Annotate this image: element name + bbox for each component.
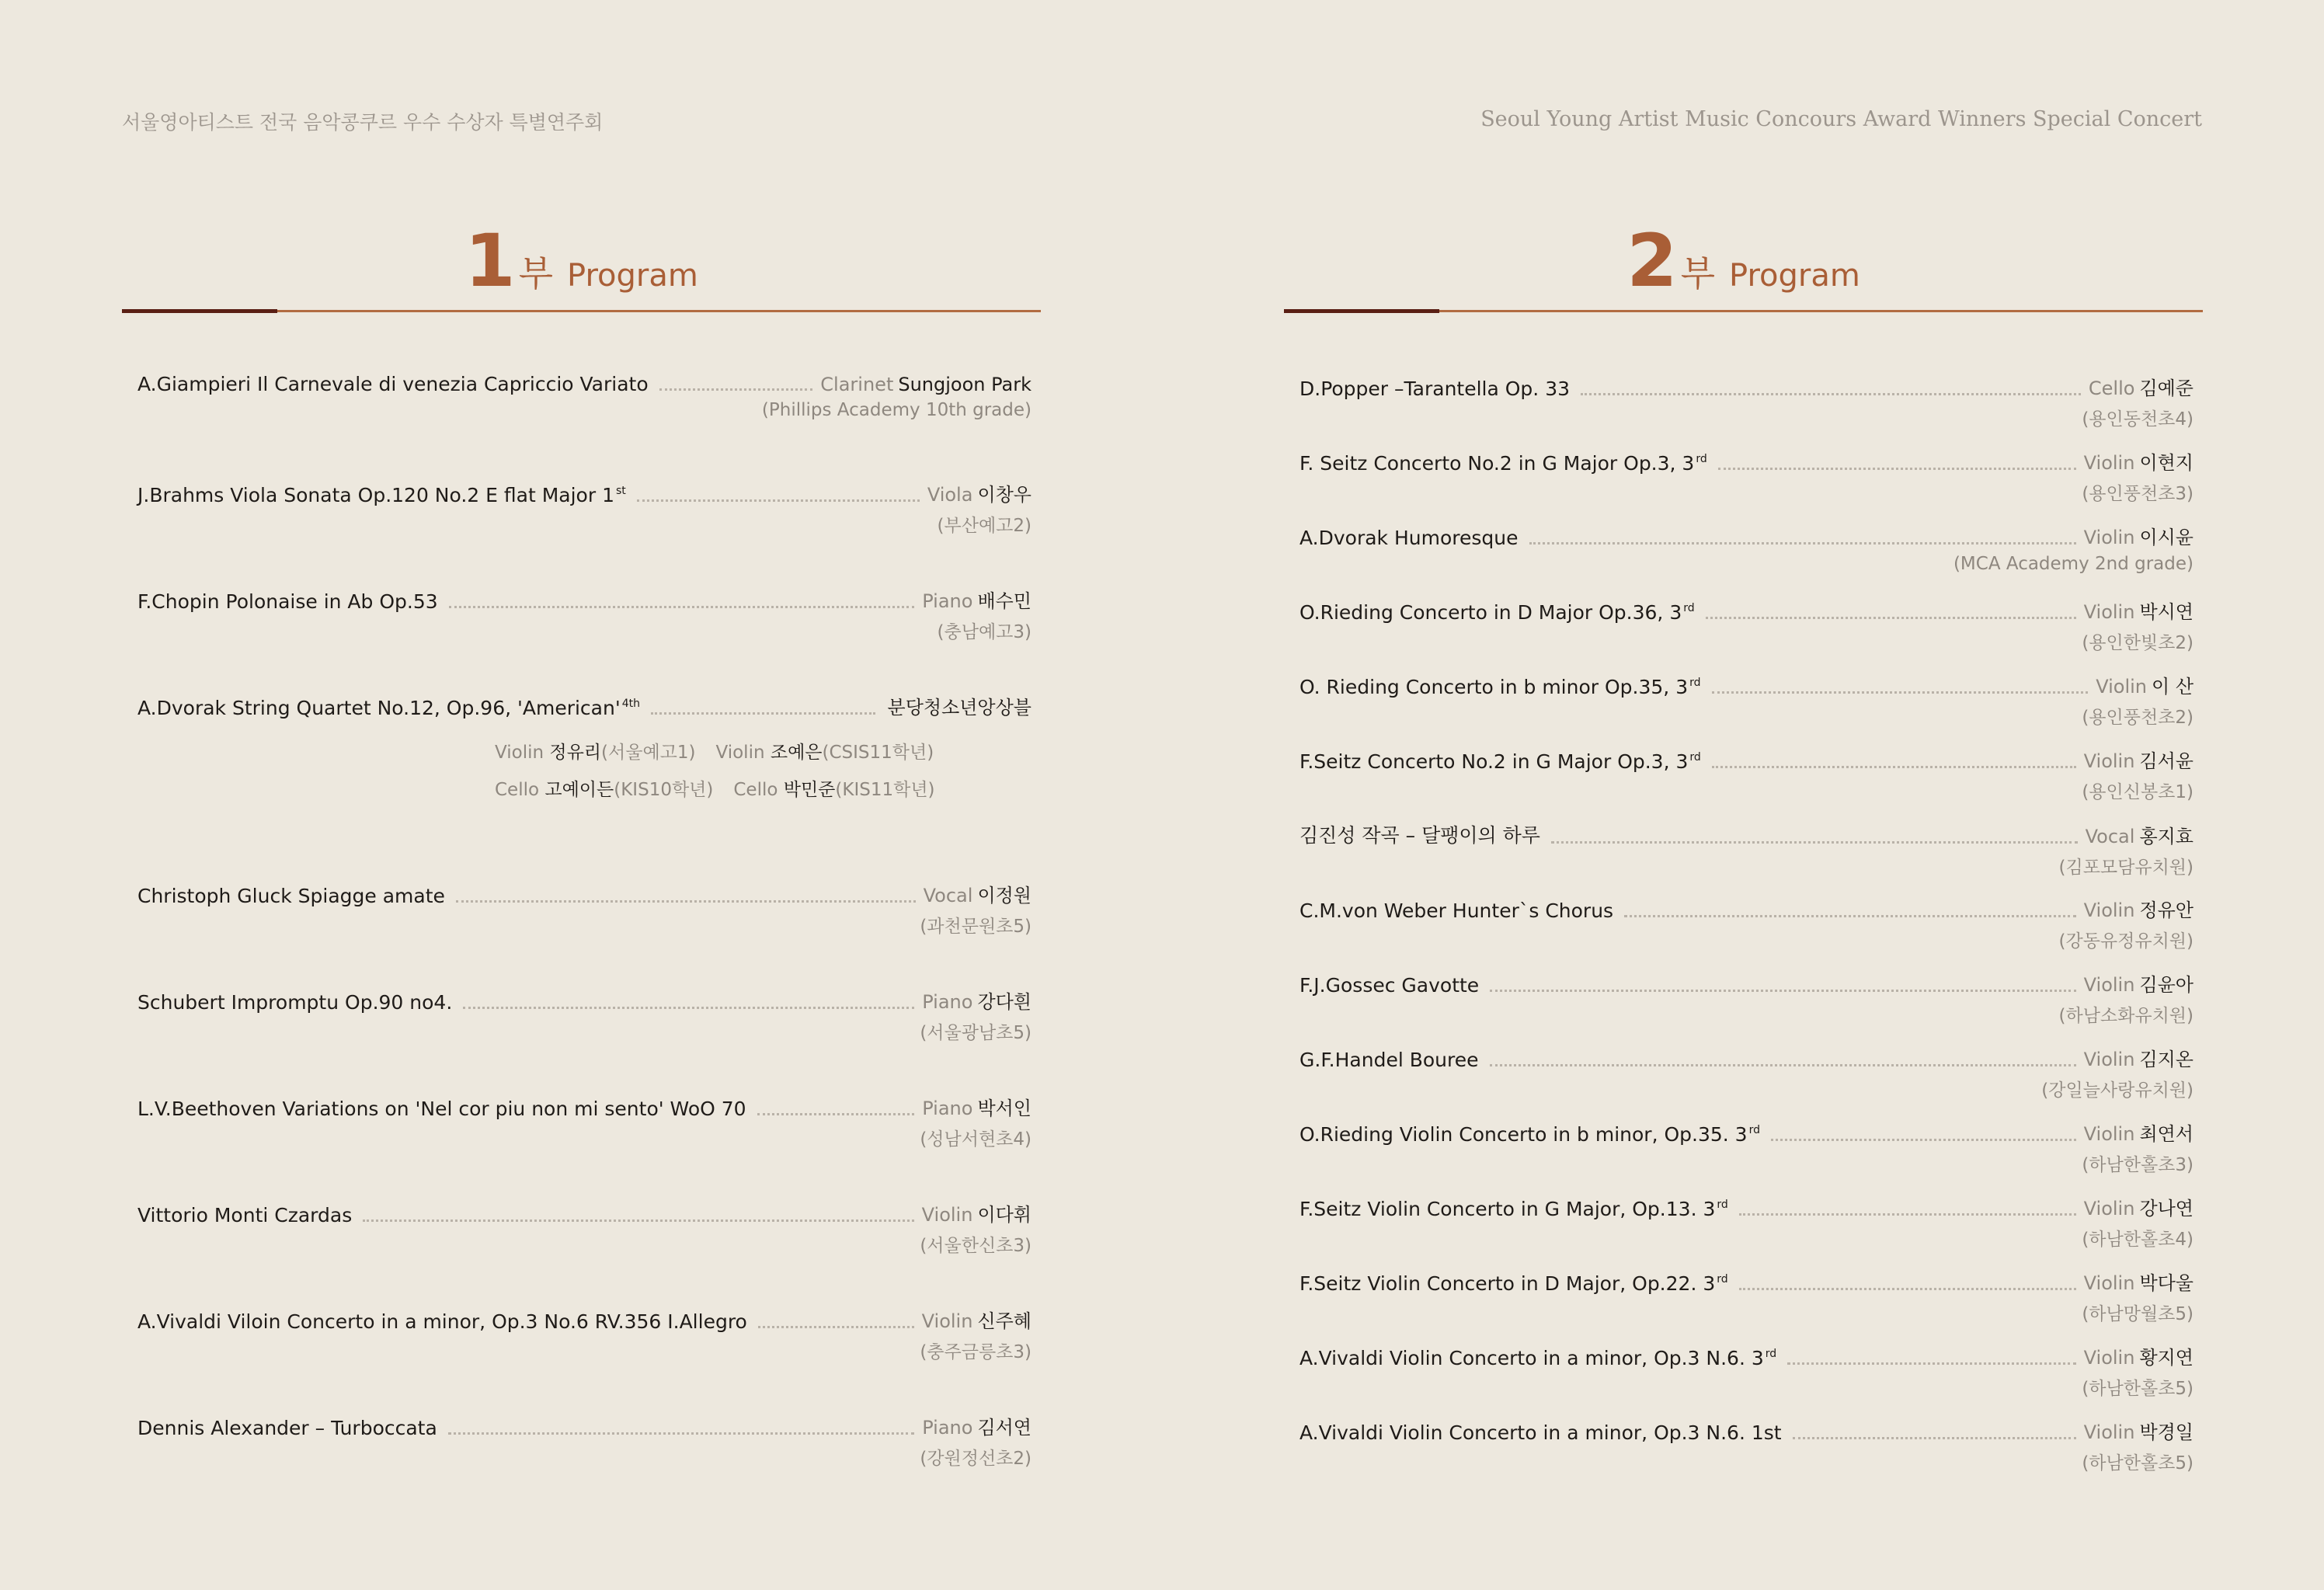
affiliation: (하남망월초5)	[2082, 1304, 2194, 1324]
piece-superscript: 4th	[621, 698, 640, 710]
program-entry	[137, 692, 1032, 719]
instrument: Violin	[2083, 601, 2135, 623]
part2-bu: 부	[1680, 252, 1716, 294]
affiliation: (하남소화유치원)	[2058, 1006, 2194, 1026]
piece-text: Schubert Impromptu Op.90 no4.	[137, 991, 453, 1014]
performer	[2084, 522, 2194, 549]
affiliation: (MCA Academy 2nd grade)	[1953, 554, 2194, 574]
performer-name: 이다휘	[977, 1204, 1032, 1226]
running-head-right: Seoul Young Artist Music Concours Award Winners Special Concert	[1480, 107, 2202, 131]
dot-leader	[1787, 1362, 2075, 1365]
dot-leader	[1712, 766, 2076, 768]
instrument: Cello	[733, 780, 778, 800]
affiliation: (Phillips Academy 10th grade)	[761, 400, 1032, 420]
ensemble-member	[715, 743, 934, 763]
dot-leader	[1490, 1064, 2076, 1066]
dot-leader	[1718, 468, 2076, 470]
piece-title	[1299, 601, 1695, 624]
instrument: Clarinet	[820, 374, 894, 395]
piece-title	[1299, 1421, 1782, 1444]
performer-name: 김서연	[977, 1417, 1032, 1439]
performer	[2084, 597, 2194, 624]
piece-text: D.Popper –Tarantella Op. 33	[1299, 377, 1571, 400]
part1-heading	[122, 219, 1041, 304]
performer	[922, 1306, 1032, 1333]
instrument: Vocal	[2085, 826, 2135, 847]
performer-name: 이현지	[2139, 452, 2194, 474]
affiliation: (부산예고2)	[937, 516, 1032, 536]
performer-name: 분당청소년앙상블	[887, 697, 1032, 718]
performer	[2084, 969, 2194, 997]
dot-leader	[1624, 915, 2076, 917]
instrument: Piano	[922, 590, 973, 612]
performer	[2084, 1417, 2194, 1444]
performer-name: 김윤아	[2139, 974, 2194, 996]
instrument: Piano	[922, 991, 973, 1013]
program-entry	[137, 373, 1032, 420]
affiliation: (용인신봉초1)	[2082, 782, 2194, 802]
performer-name: 이정원	[977, 885, 1032, 906]
performer	[820, 374, 1032, 395]
part1-bu: 부	[518, 252, 554, 294]
piece-title	[137, 697, 640, 719]
piece-text: O. Rieding Concerto in b minor Op.35, 3	[1299, 676, 1689, 698]
dot-leader	[659, 388, 813, 391]
program-entry	[1299, 1268, 2194, 1325]
instrument: Violin	[715, 743, 765, 763]
piece-title	[1299, 377, 1570, 400]
instrument: Violin	[2083, 1347, 2135, 1369]
piece-text: 김진성 작곡 – 달팽이의 하루	[1299, 824, 1540, 847]
piece-text: F.Seitz Violin Concerto in D Major, Op.22. 3	[1299, 1272, 1716, 1295]
piece-title	[137, 484, 626, 506]
dot-leader	[1490, 990, 2075, 992]
program-entry	[1299, 597, 2194, 654]
performer	[2084, 1193, 2194, 1220]
affiliation: (하남한홀초5)	[2082, 1453, 2194, 1473]
piece-text: F.Seitz Concerto No.2 in G Major Op.3, 3	[1299, 750, 1689, 773]
affiliation: (용인풍천초3)	[2082, 484, 2194, 504]
performer-name: 홍지효	[2139, 826, 2194, 847]
part2-heading	[1284, 219, 2203, 304]
dot-leader	[456, 900, 916, 903]
piece-superscript: rd	[1689, 751, 1701, 764]
program-entry	[1299, 895, 2194, 952]
affiliation: (하남한홀초5)	[2082, 1379, 2194, 1399]
instrument: Violin	[2083, 1049, 2135, 1070]
dot-leader	[637, 499, 920, 502]
affiliation: (강원정선초2)	[920, 1449, 1032, 1469]
program-entry	[137, 1093, 1032, 1150]
program-entry	[1299, 969, 2194, 1027]
affiliation: (충주금릉초3)	[920, 1342, 1032, 1362]
piece-title	[1299, 820, 1540, 848]
piece-title	[137, 590, 438, 613]
piece-text: Vittorio Monti Czardas	[137, 1204, 353, 1226]
affiliation: (KIS10학년)	[614, 780, 714, 800]
affiliation: (KIS11학년)	[835, 780, 935, 800]
performer-name: 조예은	[770, 743, 823, 763]
piece-text: A.Vivaldi Violin Concerto in a minor, Op.3 N.6. 3	[1299, 1347, 1764, 1369]
program-entry	[1299, 373, 2194, 430]
affiliation: (강일늘사랑유치원)	[2041, 1080, 2194, 1101]
performer-name: 신주혜	[977, 1310, 1032, 1332]
dot-leader	[1771, 1139, 2076, 1141]
performer	[2084, 895, 2194, 922]
ensemble-row	[495, 738, 954, 764]
piece-title	[137, 991, 452, 1014]
piece-superscript: rd	[1717, 1273, 1728, 1286]
performer	[2096, 671, 2194, 698]
piece-title	[1299, 1347, 1776, 1369]
program-entry	[1299, 522, 2194, 574]
dot-leader	[449, 606, 915, 608]
piece-title	[137, 373, 649, 395]
instrument: Piano	[922, 1098, 973, 1119]
piece-text: C.M.von Weber Hunter`s Chorus	[1299, 899, 1614, 922]
performer-name: 박민준	[783, 780, 836, 800]
instrument: Violin	[2083, 452, 2135, 474]
performer-name: 고예이든	[544, 780, 614, 800]
performer-name: Sungjoon Park	[898, 374, 1032, 395]
performer	[922, 986, 1032, 1014]
running-head-left: 서울영아티스트 전국 음악콩쿠르 우수 수상자 특별연주회	[122, 111, 604, 134]
affiliation: (하남한홀초4)	[2082, 1230, 2194, 1250]
instrument: Piano	[922, 1417, 973, 1439]
program-entry	[1299, 1119, 2194, 1176]
performer	[922, 1093, 1032, 1120]
piece-text: F. Seitz Concerto No.2 in G Major Op.3, 3	[1299, 452, 1695, 475]
piece-title	[137, 1204, 352, 1226]
performer	[2089, 373, 2194, 400]
dot-leader	[1793, 1437, 2076, 1439]
affiliation: (충남예고3)	[937, 622, 1032, 642]
instrument: Cello	[495, 780, 540, 800]
instrument: Violin	[2083, 1421, 2135, 1443]
instrument: Violin	[2083, 974, 2135, 996]
program-entry	[1299, 746, 2194, 803]
program-entry	[137, 1199, 1032, 1257]
piece-text: A.Vivaldi Viloin Concerto in a minor, Op.3 No.6 RV.356 I.Allegro	[137, 1310, 747, 1333]
performer	[2084, 1268, 2194, 1295]
piece-superscript: st	[615, 485, 626, 497]
performer	[922, 586, 1032, 613]
piece-title	[137, 1098, 746, 1120]
dot-leader	[757, 1113, 915, 1115]
affiliation: (서울예고1)	[601, 743, 696, 763]
program-entry	[1299, 1342, 2194, 1400]
performer-name: 이 산	[2152, 676, 2194, 698]
piece-title	[1299, 750, 1701, 773]
program-entry	[137, 479, 1032, 537]
affiliation: (과천문원초5)	[920, 917, 1032, 937]
part1-rule-accent	[122, 309, 277, 313]
instrument: Violin	[2083, 1272, 2135, 1294]
dot-leader	[758, 1326, 914, 1328]
piece-title	[137, 1310, 747, 1333]
instrument: Viola	[927, 484, 973, 506]
performer	[2084, 746, 2194, 773]
dot-leader	[1739, 1213, 2076, 1216]
performer	[2084, 1119, 2194, 1146]
instrument: Violin	[2083, 1198, 2135, 1219]
instrument: Vocal	[923, 885, 973, 906]
performer	[883, 692, 1032, 719]
performer-name: 강다흰	[977, 991, 1032, 1013]
piece-title	[1299, 974, 1479, 997]
affiliation: (용인풍천초2)	[2082, 708, 2194, 728]
piece-text: F.Seitz Violin Concerto in G Major, Op.13. 3	[1299, 1198, 1716, 1220]
performer	[2084, 1342, 2194, 1369]
ensemble-row	[495, 775, 955, 801]
part2-number: 2	[1626, 219, 1678, 304]
instrument: Violin	[2083, 899, 2135, 921]
piece-text: G.F.Handel Bouree	[1299, 1049, 1479, 1071]
piece-title	[1299, 1049, 1479, 1071]
affiliation: (김포모담유치원)	[2058, 858, 2194, 878]
piece-superscript: rd	[1696, 453, 1707, 465]
affiliation: (용인한빛초2)	[2082, 633, 2194, 653]
dot-leader	[1712, 691, 2089, 694]
ensemble-member	[495, 780, 713, 800]
piece-text: L.V.Beethoven Variations on 'Nel cor piu non mi sento' WoO 70	[137, 1098, 746, 1120]
program-entry	[1299, 1044, 2194, 1101]
program-entry	[1299, 1417, 2194, 1474]
performer-name: 황지연	[2139, 1347, 2194, 1369]
part1-program-word: Program	[567, 258, 698, 294]
affiliation: (용인동천초4)	[2082, 409, 2194, 430]
program-entry	[137, 1412, 1032, 1470]
instrument: Violin	[921, 1310, 973, 1332]
performer-name: 박경일	[2139, 1421, 2194, 1443]
program-entry	[137, 1306, 1032, 1363]
dot-leader	[651, 712, 875, 715]
performer-name: 강나연	[2139, 1198, 2194, 1219]
program-entry	[137, 880, 1032, 938]
piece-title	[1299, 899, 1613, 922]
piece-text: A.Vivaldi Violin Concerto in a minor, Op.3 N.6. 1st	[1299, 1421, 1782, 1444]
piece-title	[1299, 1198, 1728, 1220]
piece-text: J.Brahms Viola Sonata Op.120 No.2 E flat Major 1	[137, 484, 614, 506]
piece-superscript: rd	[1689, 677, 1701, 689]
performer	[927, 479, 1032, 506]
performer-name: 박다울	[2139, 1272, 2194, 1294]
performer-name: 박서인	[977, 1098, 1032, 1119]
performer-name: 박시연	[2139, 601, 2194, 623]
program-entry	[1299, 447, 2194, 505]
instrument: Violin	[495, 743, 544, 763]
piece-text: O.Rieding Concerto in D Major Op.36, 3	[1299, 601, 1682, 624]
instrument: Cello	[2088, 377, 2135, 399]
performer	[922, 1199, 1032, 1226]
program-entry	[1299, 1193, 2194, 1251]
dot-leader	[448, 1432, 914, 1435]
piece-title	[1299, 1123, 1760, 1146]
program-entry	[137, 586, 1032, 643]
piece-superscript: rd	[1683, 602, 1695, 614]
instrument: Violin	[2096, 676, 2147, 698]
ensemble-member	[495, 743, 695, 763]
dot-leader	[1581, 393, 2081, 395]
piece-title	[1299, 1272, 1728, 1295]
piece-text: A.Giampieri Il Carnevale di venezia Capriccio Variato	[137, 373, 649, 395]
piece-title	[1299, 527, 1519, 549]
piece-superscript: rd	[1765, 1348, 1777, 1360]
instrument: Violin	[921, 1204, 973, 1226]
piece-superscript: rd	[1717, 1199, 1728, 1211]
piece-title	[137, 1417, 437, 1439]
instrument: Violin	[2083, 527, 2135, 548]
performer-name: 김서윤	[2139, 750, 2194, 772]
piece-text: F.Chopin Polonaise in Ab Op.53	[137, 590, 438, 613]
affiliation: (하남한홀초3)	[2082, 1155, 2194, 1175]
performer	[922, 1412, 1032, 1439]
dot-leader	[1551, 841, 2078, 844]
affiliation: (강동유정유치원)	[2058, 931, 2194, 952]
piece-title	[137, 885, 445, 907]
piece-title	[1299, 452, 1707, 475]
affiliation: (CSIS11학년)	[822, 743, 934, 763]
performer	[2084, 447, 2194, 475]
affiliation: (서울광남초5)	[920, 1023, 1032, 1043]
performer-name: 배수민	[977, 590, 1032, 612]
dot-leader	[1739, 1288, 2076, 1290]
piece-text: O.Rieding Violin Concerto in b minor, Op.35. 3	[1299, 1123, 1748, 1146]
dot-leader	[1529, 542, 2076, 544]
performer	[2084, 1044, 2194, 1071]
program-entry	[137, 986, 1032, 1044]
part2-program-word: Program	[1729, 258, 1860, 294]
performer-name: 김예준	[2139, 377, 2194, 399]
performer-name: 이창우	[977, 484, 1032, 506]
piece-title	[1299, 676, 1701, 698]
performer	[924, 880, 1032, 907]
program-entry	[1299, 820, 2194, 879]
dot-leader	[1706, 617, 2076, 619]
instrument: Violin	[2083, 750, 2135, 772]
performer-name: 정유안	[2139, 899, 2194, 921]
performer-name: 정유리	[549, 743, 602, 763]
performer	[2086, 821, 2194, 848]
part2-rule-accent	[1284, 309, 1439, 313]
program-entry	[1299, 671, 2194, 729]
performer-name: 최연서	[2139, 1123, 2194, 1145]
piece-text: Dennis Alexander – Turboccata	[137, 1417, 437, 1439]
piece-superscript: rd	[1748, 1124, 1760, 1136]
performer-name: 김지온	[2139, 1049, 2194, 1070]
affiliation: (서울한신초3)	[920, 1236, 1032, 1256]
performer-name: 이시윤	[2139, 527, 2194, 548]
instrument: Violin	[2083, 1123, 2135, 1145]
piece-text: A.Dvorak String Quartet No.12, Op.96, 'American'	[137, 697, 621, 719]
piece-text: F.J.Gossec Gavotte	[1299, 974, 1480, 997]
part1-number: 1	[464, 219, 516, 304]
ensemble-member	[733, 780, 934, 800]
dot-leader	[463, 1007, 914, 1009]
affiliation: (성남서현초4)	[920, 1129, 1032, 1150]
piece-text: A.Dvorak Humoresque	[1299, 527, 1519, 549]
piece-text: Christoph Gluck Spiagge amate	[137, 885, 445, 907]
dot-leader	[363, 1219, 913, 1222]
